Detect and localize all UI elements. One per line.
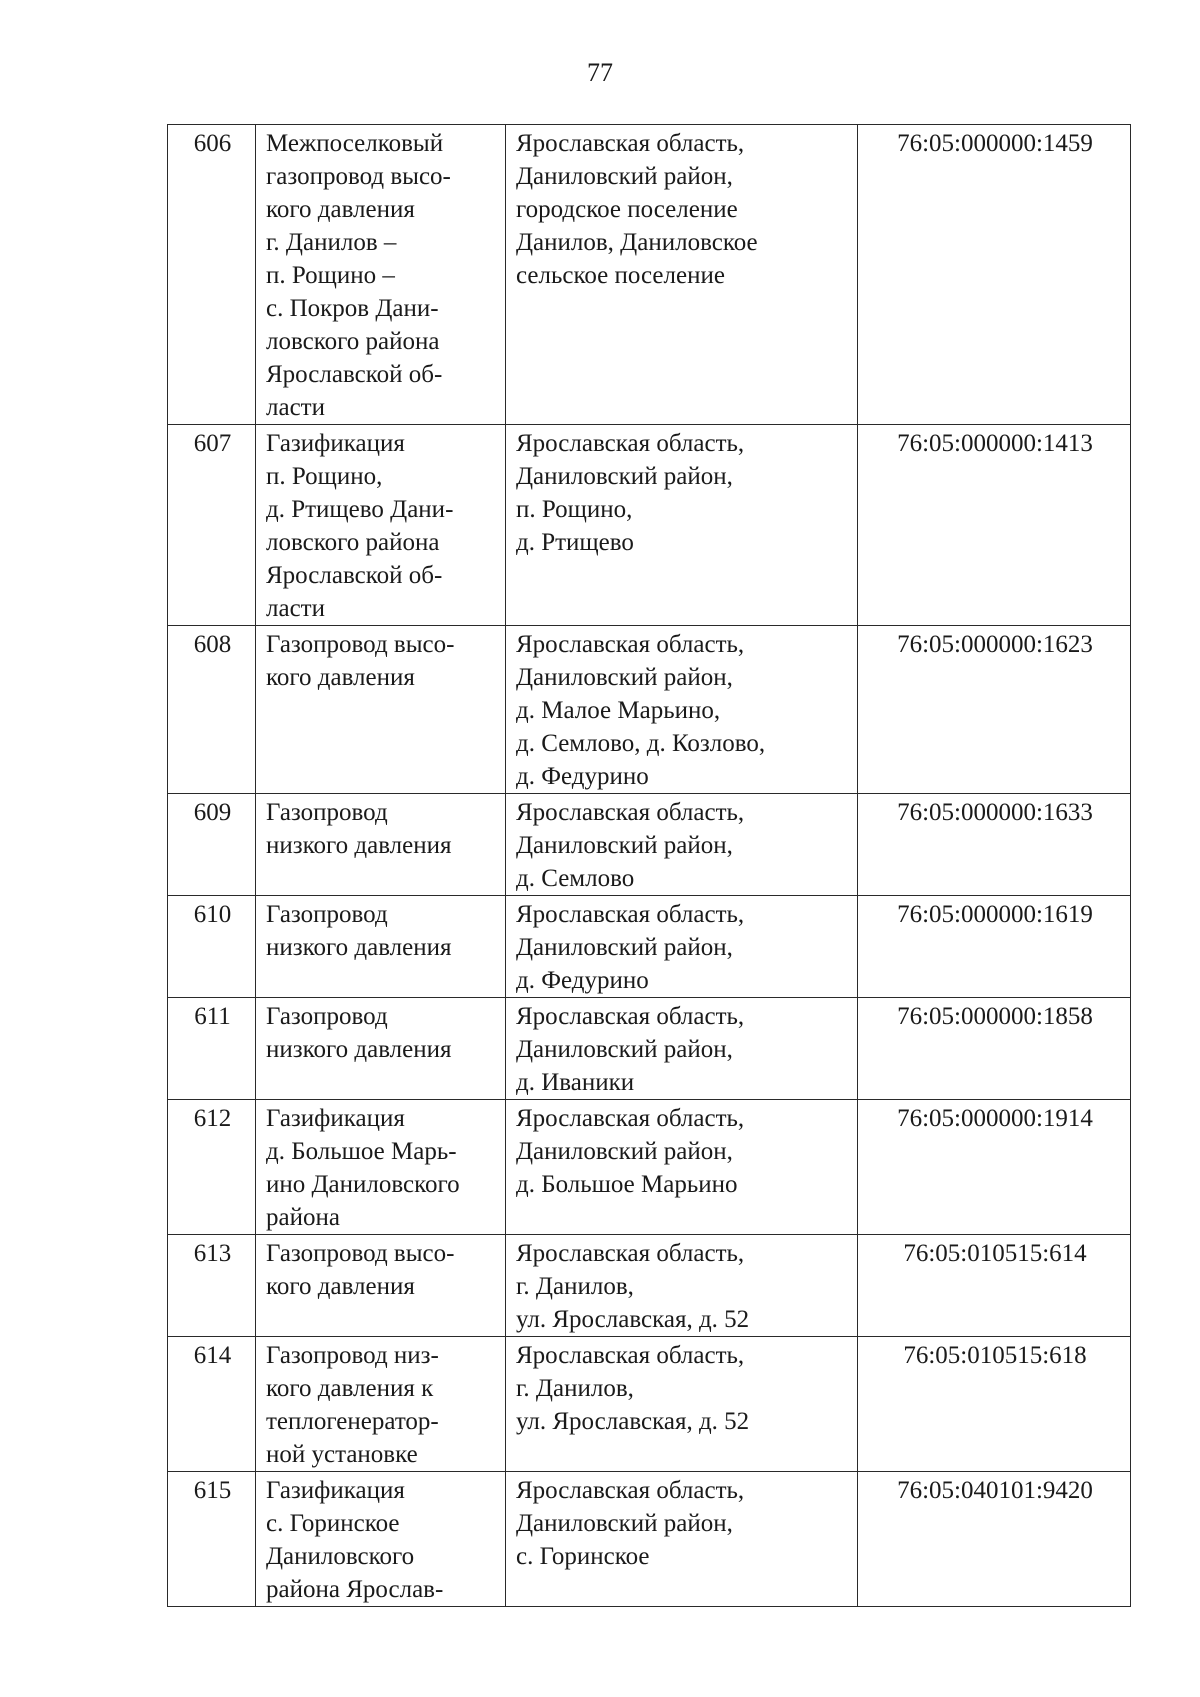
- object-name-cell: Газификация д. Большое Марь- ино Даниловского района: [256, 1100, 506, 1235]
- object-name-cell: Газификация п. Рощино, д. Ртищево Дани- ловского района Ярославской об- ласти: [256, 425, 506, 626]
- row-number-cell: 606: [168, 125, 256, 425]
- address-cell: Ярославская область, Даниловский район, д. Федурино: [506, 896, 858, 998]
- address-cell: Ярославская область, Даниловский район, городское поселение Данилов, Даниловское сельское поселение: [506, 125, 858, 425]
- table-row: [168, 896, 1131, 998]
- table-row: [168, 794, 1131, 896]
- row-number-cell: 610: [168, 896, 256, 998]
- table-row: [168, 998, 1131, 1100]
- table-row: [168, 626, 1131, 794]
- table-row: [168, 1472, 1131, 1607]
- object-name-cell: Газопровод низкого давления: [256, 896, 506, 998]
- cadastral-number-cell: 76:05:000000:1623: [858, 626, 1131, 794]
- row-number-cell: 608: [168, 626, 256, 794]
- object-name-cell: Газификация с. Горинское Даниловского района Ярослав-: [256, 1472, 506, 1607]
- address-cell: Ярославская область, Даниловский район, д. Семлово: [506, 794, 858, 896]
- address-cell: Ярославская область, г. Данилов, ул. Ярославская, д. 52: [506, 1235, 858, 1337]
- address-cell: Ярославская область, Даниловский район, д. Малое Марьино, д. Семлово, д. Козлово, д. Федурино: [506, 626, 858, 794]
- cadastral-number-cell: 76:05:010515:618: [858, 1337, 1131, 1472]
- address-cell: Ярославская область, Даниловский район, с. Горинское: [506, 1472, 858, 1607]
- row-number-cell: 613: [168, 1235, 256, 1337]
- object-name-cell: Газопровод низкого давления: [256, 998, 506, 1100]
- table-row: [168, 1235, 1131, 1337]
- row-number-cell: 614: [168, 1337, 256, 1472]
- address-cell: Ярославская область, Даниловский район, п. Рощино, д. Ртищево: [506, 425, 858, 626]
- row-number-cell: 607: [168, 425, 256, 626]
- table-row: [168, 1337, 1131, 1472]
- cadastral-number-cell: 76:05:040101:9420: [858, 1472, 1131, 1607]
- row-number-cell: 615: [168, 1472, 256, 1607]
- cadastral-number-cell: 76:05:000000:1619: [858, 896, 1131, 998]
- table-row: [168, 425, 1131, 626]
- registry-table: [167, 124, 1131, 1607]
- object-name-cell: Газопровод высо- кого давления: [256, 626, 506, 794]
- object-name-cell: Газопровод низкого давления: [256, 794, 506, 896]
- table-row: [168, 125, 1131, 425]
- address-cell: Ярославская область, Даниловский район, д. Большое Марьино: [506, 1100, 858, 1235]
- cadastral-number-cell: 76:05:000000:1413: [858, 425, 1131, 626]
- cadastral-number-cell: 76:05:000000:1459: [858, 125, 1131, 425]
- table-row: [168, 1100, 1131, 1235]
- cadastral-number-cell: 76:05:010515:614: [858, 1235, 1131, 1337]
- address-cell: Ярославская область, г. Данилов, ул. Ярославская, д. 52: [506, 1337, 858, 1472]
- object-name-cell: Газопровод низ- кого давления к теплогенератор- ной установке: [256, 1337, 506, 1472]
- cadastral-number-cell: 76:05:000000:1914: [858, 1100, 1131, 1235]
- cadastral-number-cell: 76:05:000000:1633: [858, 794, 1131, 896]
- cadastral-number-cell: 76:05:000000:1858: [858, 998, 1131, 1100]
- row-number-cell: 612: [168, 1100, 256, 1235]
- page-number: 77: [587, 58, 613, 87]
- object-name-cell: Газопровод высо- кого давления: [256, 1235, 506, 1337]
- row-number-cell: 609: [168, 794, 256, 896]
- address-cell: Ярославская область, Даниловский район, д. Иваники: [506, 998, 858, 1100]
- object-name-cell: Межпоселковый газопровод высо- кого давления г. Данилов – п. Рощино – с. Покров Дани- ловского района Ярославской об- ласти: [256, 125, 506, 425]
- row-number-cell: 611: [168, 998, 256, 1100]
